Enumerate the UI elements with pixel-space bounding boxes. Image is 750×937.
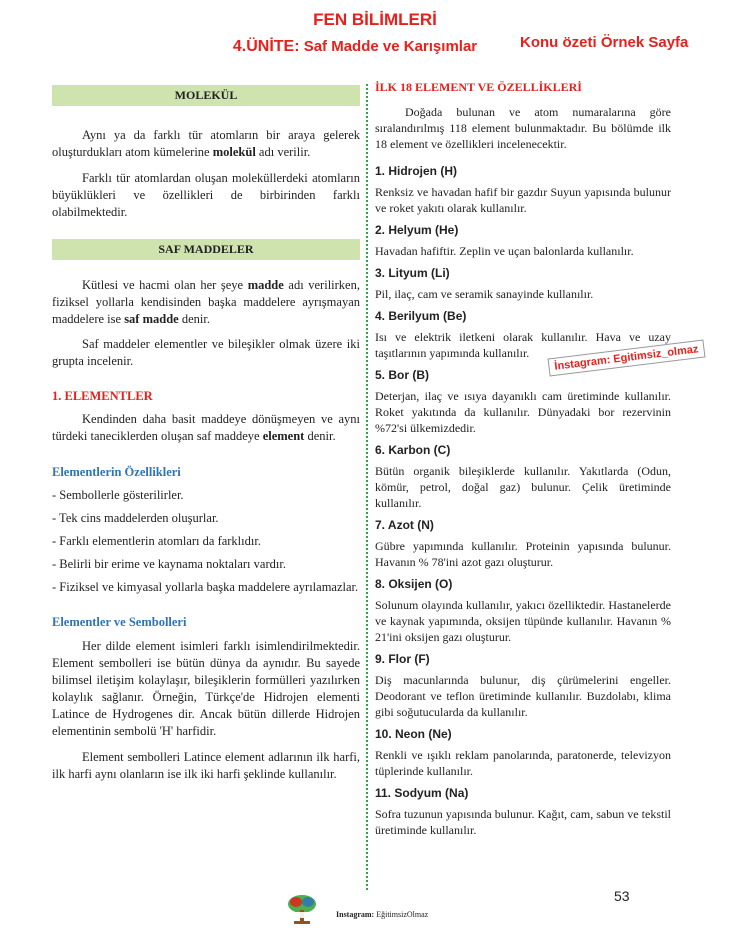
element-entry [375,443,671,511]
element-title: 3. Lityum (Li) [375,266,450,280]
element-description: Deterjan, ilaç ve ısıya dayanıklı cam üretiminde kullanılır. Roket yakıtında da kullanılır. Dünyadaki bor rezervinin %72'si ülkemizdedir. [375,389,671,435]
text-span: Aynı ya da farklı tür atomların bir araya gelerek oluşturdukları atom kümelerine [52,128,360,159]
element-title: 1. Hidrojen (H) [375,164,458,178]
element-description: Solunum olayında kullanılır, yakıcı özelliktedir. Hastanelerde ve kaynak yapımında, oksijen tüpünde kullanılır. Havanın % 21'ini oksijen gazı oluşturur. [375,598,671,644]
element-description: Havadan hafiftir. Zeplin ve uçan balonlarda kullanılır. [375,244,634,258]
list-item: - Sembollerle gösterilirler. [52,488,184,502]
molekul-paragraph-2: Farklı tür atomlardan oluşan moleküllerdeki atomların büyüklükleri ve özellikleri de birbirinden farklı olabilmektedir. [52,171,360,219]
footer-handle: EğitimsizOlmaz [374,910,429,919]
element-entry [375,164,671,216]
element-list-intro: Doğada bulunan ve atom numaralarına göre sıralandırılmış 118 element bulunmaktadır. Bu bölümde ilk 18 element ve özellikleri incelenecektir. [375,105,671,151]
right-column [375,80,671,838]
elementler-heading: 1. ELEMENTLER [52,389,153,403]
semboller-paragraph-1: Her dilde element isimleri farklı isimlendirilmektedir. Element sembolleri ise bütün dünya da aynıdır. Bu sayede bilimsel iletişim kolaylaşır, bileşiklerin formülleri yazılırken kolaylık sağlanır. Örneğin, Türkçe'de Hidrojen elementi Latince de Hydrogenes dir. Ancak bütün dillerde Hidrojen elementinin sembolü 'H' harfidir. [52,639,360,738]
element-description: Diş macunlarında bulunur, diş çürümelerini engeller. Deodorant ve teflon üretiminde kullanılır. Buzdolabı, klima gibi soğutucularda da kullanılır. [375,673,671,719]
publisher-logo-icon [285,893,319,927]
text-span: adı verilir. [255,145,311,159]
element-entry [375,266,671,302]
page-title: FEN BİLİMLERİ [313,10,437,29]
text-span: Kütlesi ve hacmi olan her şeye [82,278,248,292]
semboller-paragraph-2: Element sembolleri Latince element adlarının ilk harfi, ilk harfi aynı olanların ise ilk iki harfi şeklinde kullanılır. [52,750,360,781]
element-entry [375,727,671,779]
element-description: Sofra tuzunun yapısında bulunur. Kağıt, cam, sabun ve tekstil üretiminde kullanılır. [375,807,671,837]
ozellikler-heading: Elementlerin Özellikleri [52,465,181,479]
unit-subtitle [190,38,520,56]
unit-label: 4.ÜNİTE: [232,38,300,55]
element-title: 4. Berilyum (Be) [375,309,467,323]
saf-paragraph-1 [52,277,360,328]
text-span: adı verilirken, fiziksel yollarla kendisinden başka maddelere ayrışmayan maddelere ise [52,278,360,326]
list-item: - Farklı elementlerin atomları da farklıdır. [52,534,261,548]
element-entry [375,577,671,645]
bold-term: molekül [212,145,256,159]
element-title: 2. Helyum (He) [375,223,459,237]
element-title: 9. Flor (F) [375,652,430,666]
text-span: denir. [178,312,210,326]
footer-instagram [336,910,428,919]
element-list-heading: İLK 18 ELEMENT VE ÖZELLİKLERİ [375,80,582,94]
element-entry [375,652,671,720]
element-entry [375,368,671,436]
bold-term: saf madde [124,312,179,326]
elementler-paragraph [52,411,360,445]
molekul-heading: MOLEKÜL [52,85,360,106]
left-column [52,85,360,783]
element-title: 7. Azot (N) [375,518,434,532]
element-entry [375,786,671,838]
text-span: denir. [304,429,336,443]
element-description: Bütün organik bileşiklerde kullanılır. Yakıtlarda (Odun, kömür, petrol, doğal gaz) bulunur. Çelik üretiminde kullanılır. [375,464,671,510]
footer-label: Instagram: [336,910,375,919]
bold-term: element [262,429,305,443]
list-item: - Tek cins maddelerden oluşurlar. [52,511,219,525]
text-span: Kendinden daha basit maddeye dönüşmeyen ve aynı türdeki taneciklerden oluşan saf maddeye [52,412,360,443]
element-entry [375,223,671,259]
element-title: 11. Sodyum (Na) [375,786,469,800]
unit-topic: Saf Madde ve Karışımlar [299,38,478,55]
element-title: 6. Karbon (C) [375,443,451,457]
instagram-badge: İnstagram: Egitimsiz_olmaz [547,340,705,377]
list-item: - Belirli bir erime ve kaynama noktaları vardır. [52,557,286,571]
element-description: Renkli ve ışıklı reklam panolarında, paratonerde, televizyon tüplerinde kullanılır. [375,748,671,778]
semboller-heading: Elementler ve Sembolleri [52,615,187,629]
element-title: 5. Bor (B) [375,368,429,382]
saf-paragraph-2: Saf maddeler elementler ve bileşikler olmak üzere iki grupta incelenir. [52,337,360,368]
summary-tag: Konu özeti Örnek Sayfa [520,34,689,51]
list-item: - Fiziksel ve kimyasal yollarla başka maddelere ayrılamazlar. [52,580,359,594]
saf-maddeler-heading: SAF MADDELER [52,239,360,260]
element-entry [375,518,671,570]
bold-term: madde [247,278,284,292]
element-title: 8. Oksijen (O) [375,577,453,591]
column-divider [366,84,368,890]
molekul-paragraph-1 [52,127,360,161]
element-description: Pil, ilaç, cam ve seramik sanayinde kullanılır. [375,287,594,301]
element-description: Renksiz ve havadan hafif bir gazdır Suyun yapısında bulunur ve roket yakıtı olarak kullanılır. [375,185,671,215]
page-number: 53 [614,888,630,904]
element-title: 10. Neon (Ne) [375,727,452,741]
element-description: Isı ve elektrik iletkeni olarak kullanılır. Hava ve uzay taşıtlarının yapımında kullanılır. [375,330,671,360]
element-description: Gübre yapımında kullanılır. Proteinin yapısında bulunur. Havanın % 78'ini azot gazı oluşturur. [375,539,671,569]
